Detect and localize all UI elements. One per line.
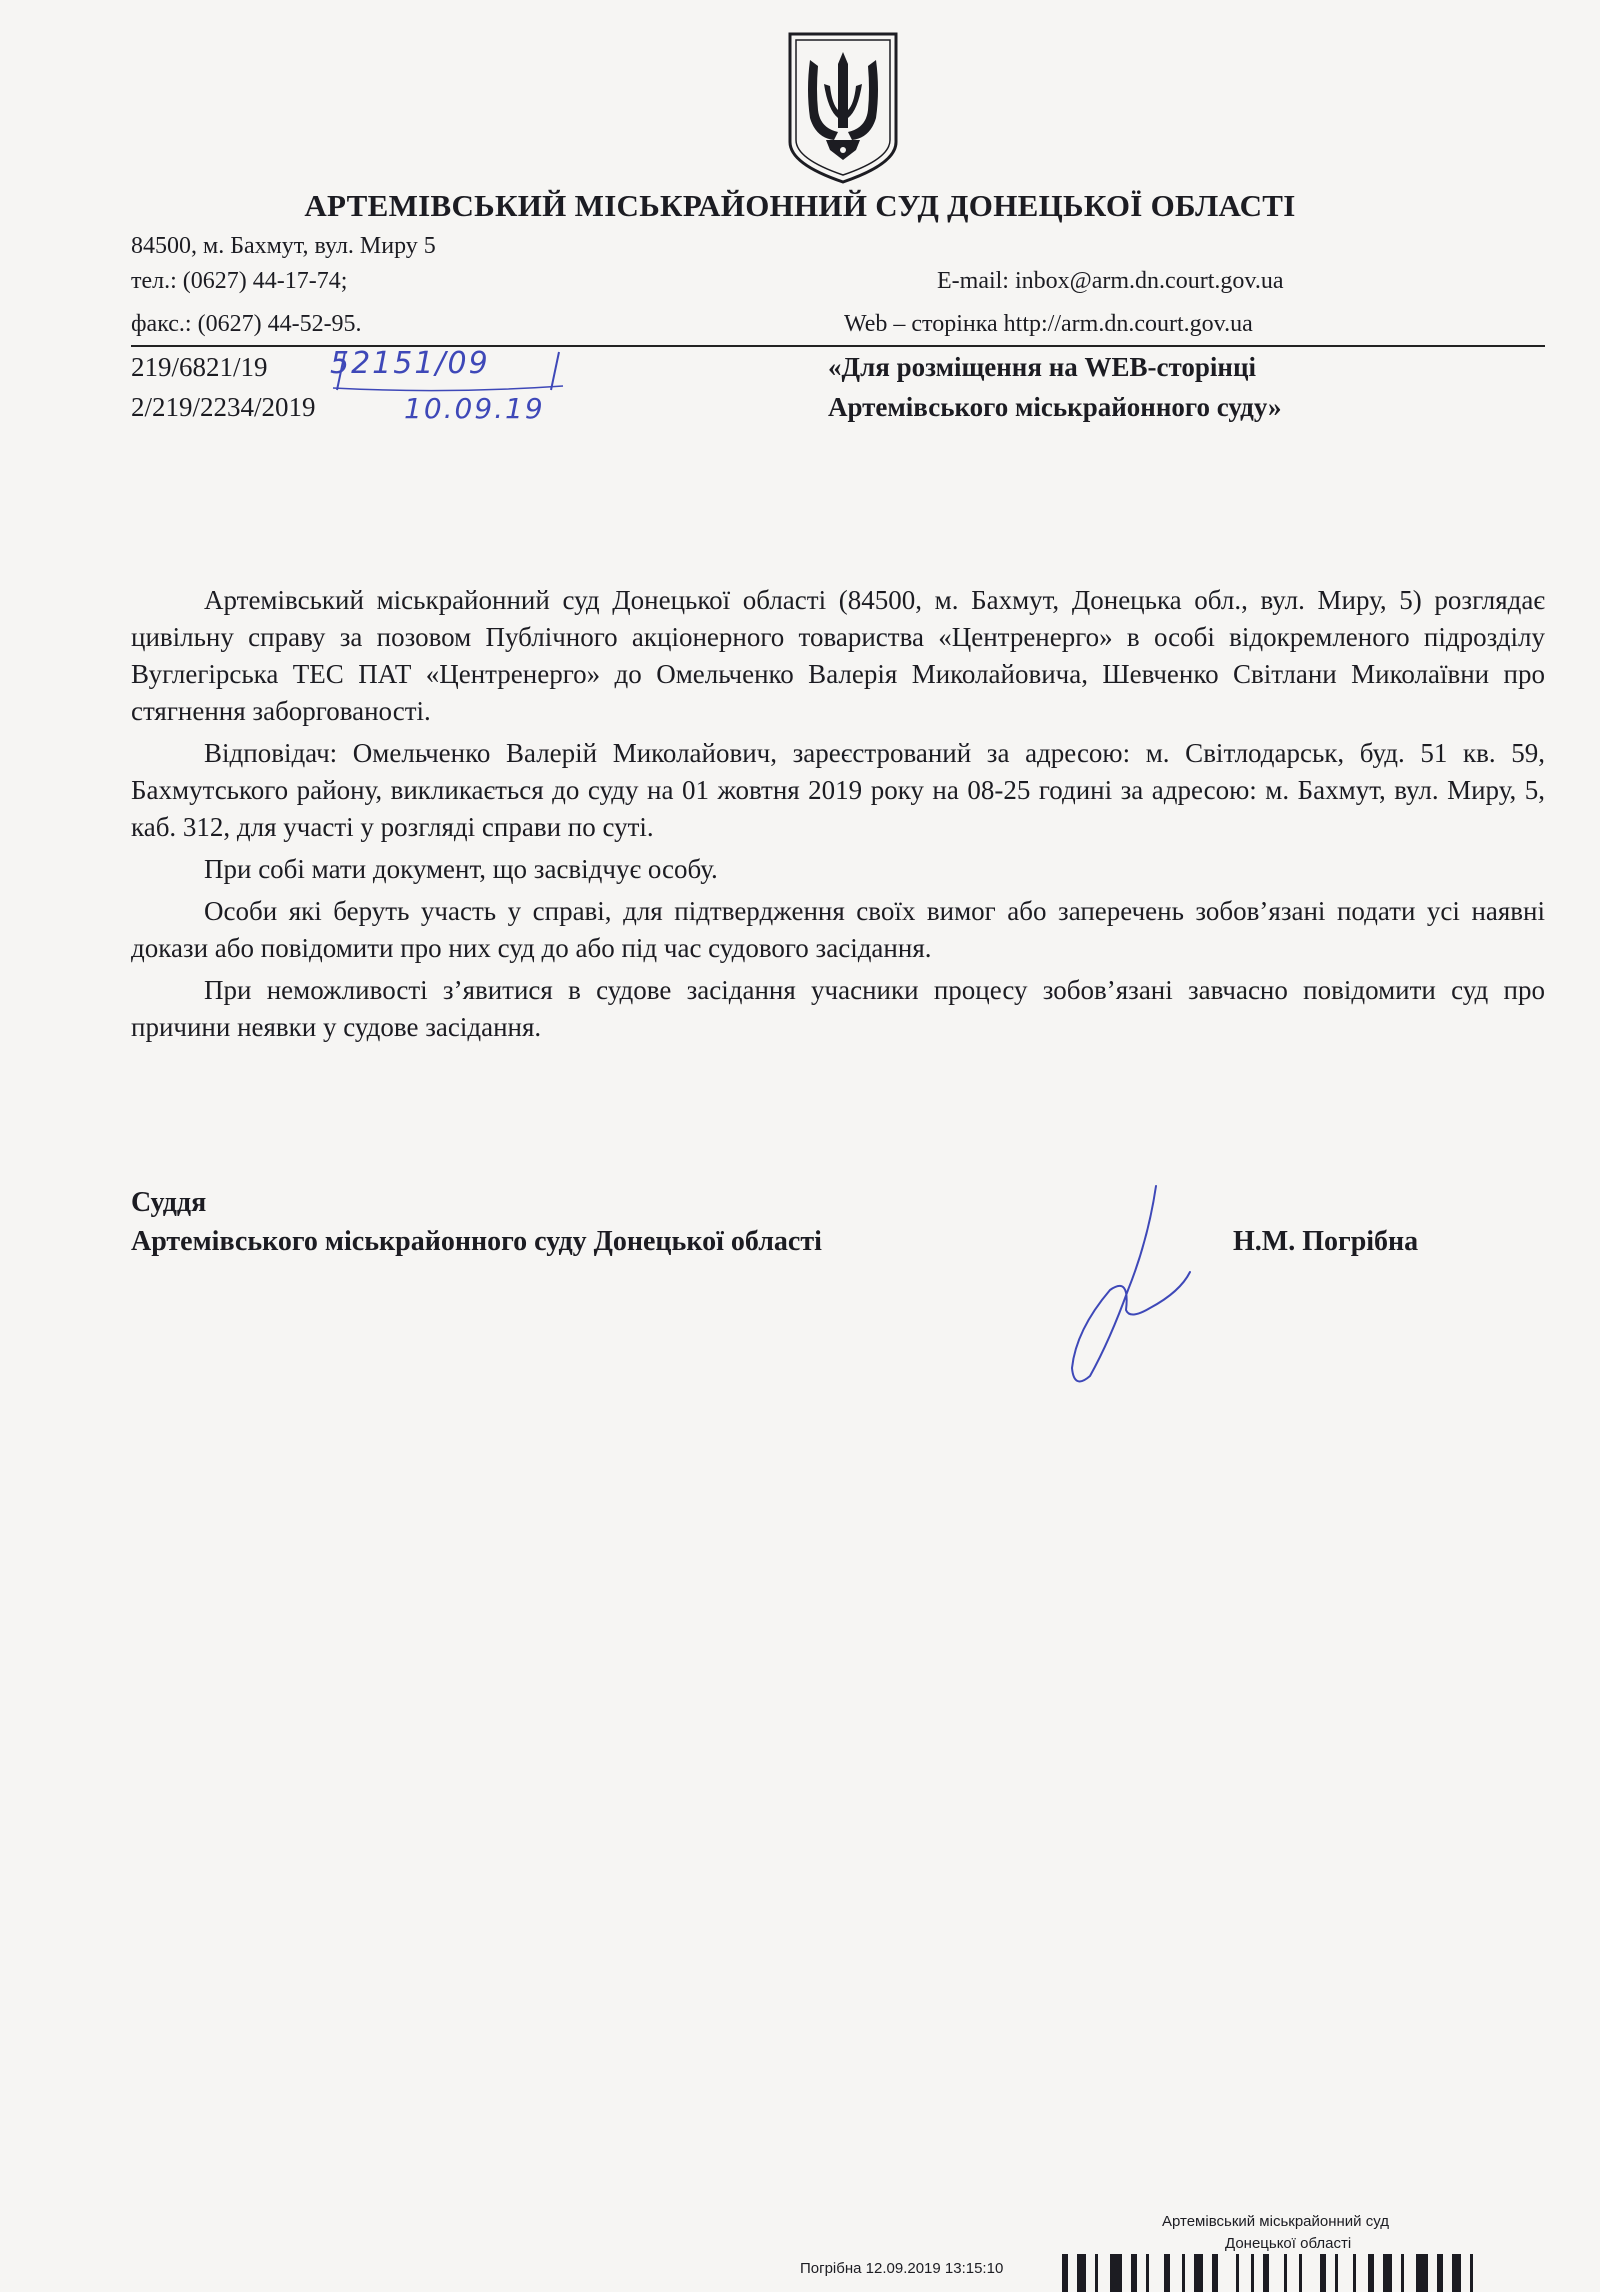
barcode-bar (1212, 2254, 1218, 2292)
court-fax: факс.: (0627) 44-52-95. (131, 311, 362, 337)
barcode-bar (1368, 2254, 1374, 2292)
body-paragraph-id: При собі мати документ, що засвідчує особу. (204, 854, 718, 884)
ukraine-trident-icon (784, 30, 902, 186)
barcode-bar (1095, 2254, 1098, 2292)
judge-court: Артемівського міськрайонного суду Донецької області (131, 1226, 822, 1257)
barcode-bar (1077, 2254, 1086, 2292)
handwritten-registration-date: 10.09.19 (404, 392, 545, 425)
barcode-bar (1146, 2254, 1149, 2292)
handwritten-registration-number: 52151/09 (330, 346, 490, 381)
barcode-bar (1299, 2254, 1302, 2292)
web-notice-line-1: «Для розміщення на WEB-сторінці (828, 352, 1257, 382)
barcode-bar (1194, 2254, 1203, 2292)
barcode-bar (1452, 2254, 1461, 2292)
court-address: 84500, м. Бахмут, вул. Миру 5 (131, 233, 436, 259)
court-title: АРТЕМІВСЬКИЙ МІСЬКРАЙОННИЙ СУД ДОНЕЦЬКОЇ ОБЛАСТІ (304, 188, 1296, 223)
case-number: 219/6821/19 (131, 352, 268, 382)
stamp-signer-date: Погрібна 12.09.2019 13:15:10 (800, 2260, 1004, 2277)
barcode-bar (1164, 2254, 1170, 2292)
stamp-court-line-1: Артемівський міськрайонний суд (1162, 2213, 1389, 2230)
judge-title: Суддя (131, 1187, 207, 1218)
stamp-court-line-2: Донецької області (1225, 2235, 1352, 2252)
proceeding-number: 2/219/2234/2019 (131, 392, 316, 422)
barcode-bar (1353, 2254, 1356, 2292)
barcode-bar (1470, 2254, 1473, 2292)
body-paragraph-defendant: Відповідач: Омельченко Валерій Миколайович, зареєстрований за адресою: м. Світлодарськ, буд. 51 кв. 59, Бахмутського району, викликається до суду на 01 жовтня 2019 року на 08-25 годині за адресою: м. Бахмут, вул. Миру, 5, каб. 312, для участі у розгляді справи по суті. (131, 738, 1545, 842)
barcode-bar (1182, 2254, 1185, 2292)
barcode-bar (1416, 2254, 1428, 2292)
court-website: Web – сторінка http://arm.dn.court.gov.ua (844, 311, 1253, 337)
barcode-bar (1284, 2254, 1287, 2292)
barcode-bar (1251, 2254, 1254, 2292)
barcode-bar (1236, 2254, 1239, 2292)
barcode-bar (1131, 2254, 1137, 2292)
barcode-bar (1320, 2254, 1326, 2292)
barcode-bar (1383, 2254, 1392, 2292)
barcode-bar (1110, 2254, 1122, 2292)
barcode-bar (1401, 2254, 1404, 2292)
summons-body (131, 582, 1545, 1051)
body-paragraph-evidence: Особи які беруть участь у справі, для підтвердження своїх вимог або заперечень зобов’язані подати усі наявні докази або повідомити про них суд до або під час судового засідання. (131, 896, 1545, 963)
court-phone: тел.: (0627) 44-17-74; (131, 268, 348, 294)
judge-name: Н.М. Погрібна (1233, 1226, 1419, 1257)
body-paragraph-case: Артемівський міськрайонний суд Донецької області (84500, м. Бахмут, Донецька обл., вул. Миру, 5) розглядає цивільну справу за позовом Публічного акціонерного товариства «Центренерго» в особі відокремленого підрозділу Вуглегірська ТЕС ПАТ «Центренерго» до Омельченко Валерія Миколайовича, Шевченко Світлани Миколаївни про стягнення заборгованості. (131, 585, 1545, 726)
barcode (1062, 2250, 1560, 2292)
barcode-bar (1263, 2254, 1269, 2292)
judge-signature (1030, 1180, 1210, 1390)
court-email: E-mail: inbox@arm.dn.court.gov.ua (937, 268, 1284, 294)
web-notice-line-2: Артемівського міськрайонного суду» (828, 392, 1282, 422)
barcode-bar (1062, 2254, 1068, 2292)
barcode-bar (1335, 2254, 1338, 2292)
body-paragraph-absence: При неможливості з’явитися в судове засідання учасники процесу зобов’язані завчасно повідомити суд про причини неявки у судове засідання. (131, 975, 1545, 1042)
barcode-bar (1437, 2254, 1443, 2292)
